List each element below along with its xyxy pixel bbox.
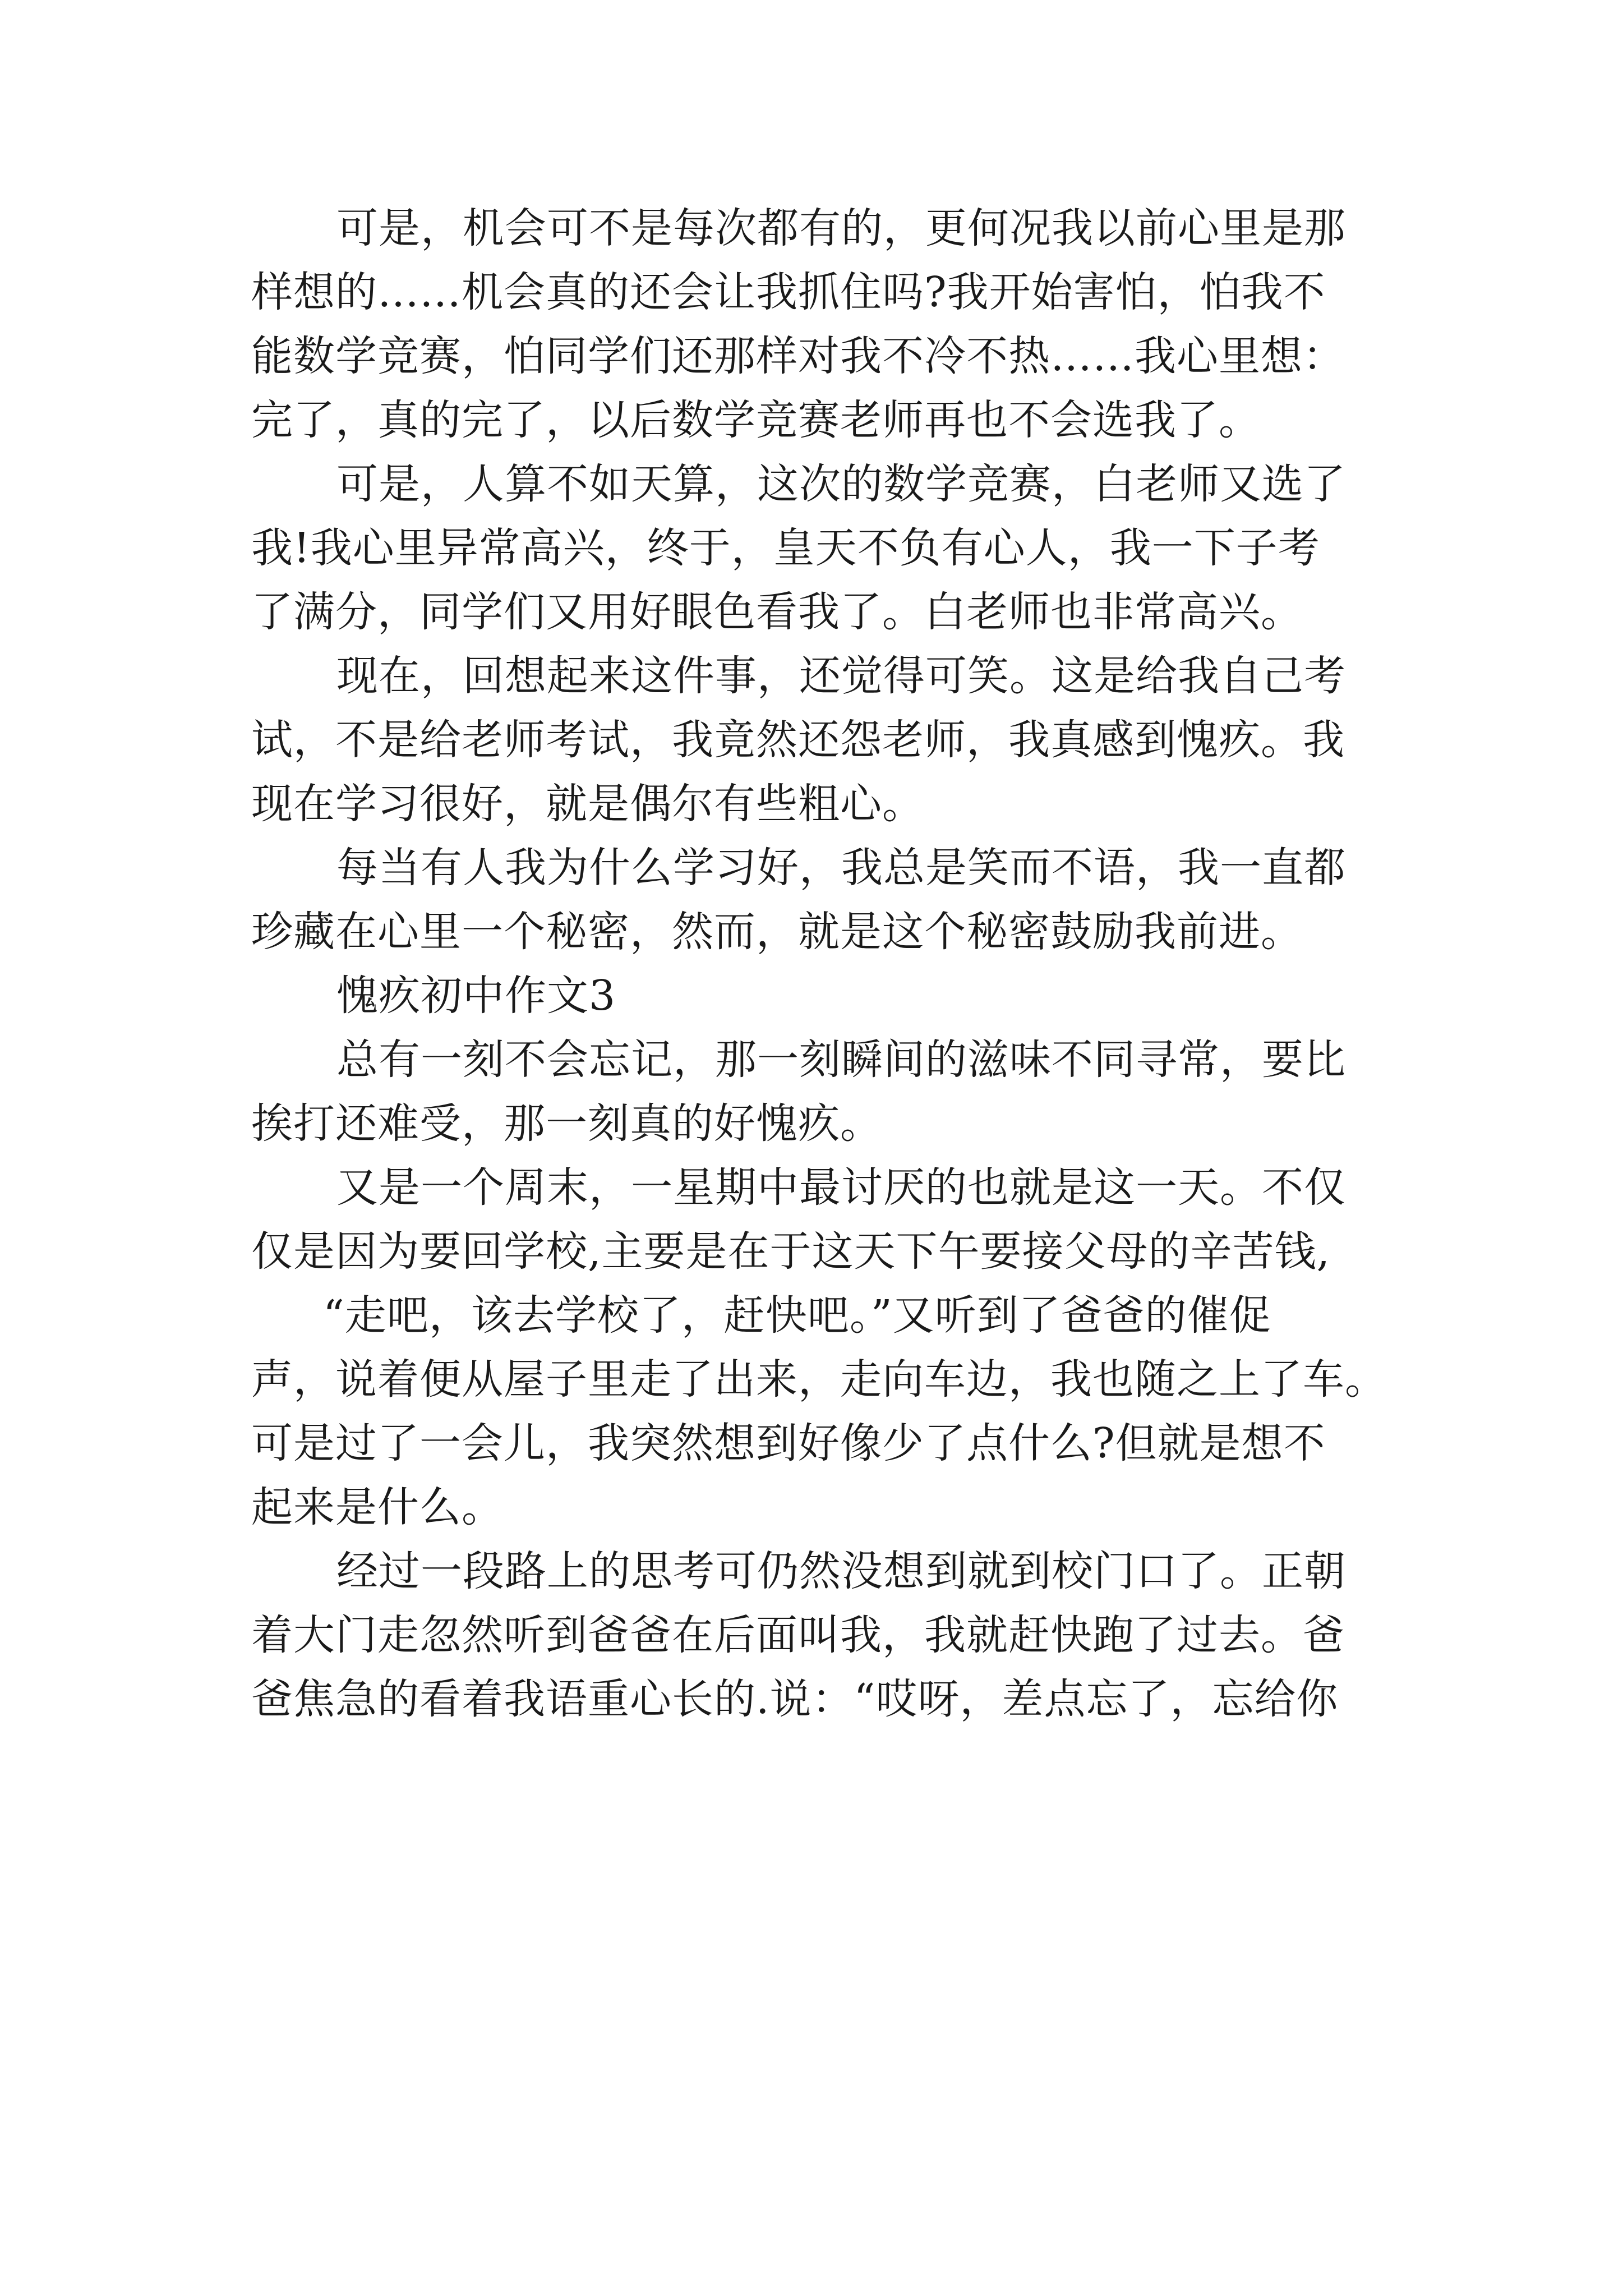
paragraph-line: 现在学习很好，就是偶尔有些粗心。 <box>251 780 924 828</box>
paragraph-line: 可是，机会可不是每次都有的，更何况我以前心里是那 <box>336 204 1346 252</box>
paragraph-line: 声，说着便从屋子里走了出来，走向车边，我也随之上了车。 <box>251 1355 1387 1404</box>
paragraph-line: 珍藏在心里一个秘密，然而，就是这个秘密鼓励我前进。 <box>251 908 1303 956</box>
paragraph-line: 可是，人算不如天算，这次的数学竞赛，白老师又选了 <box>336 460 1346 508</box>
paragraph-line: 每当有人我为什么学习好，我总是笑而不语，我一直都 <box>336 844 1346 892</box>
paragraph-line: 经过一段路上的思考可仍然没想到就到校门口了。正朝 <box>336 1547 1346 1595</box>
paragraph-line: “走吧，该去学校了，赶快吧。”又听到了爸爸的催促 <box>323 1291 1271 1340</box>
paragraph-line: 了满分，同学们又用好眼色看我了。白老师也非常高兴。 <box>251 588 1303 636</box>
paragraph-line: 能数学竞赛，怕同学们还那样对我不冷不热……我心里想： <box>251 332 1345 380</box>
paragraph-line: 总有一刻不会忘记，那一刻瞬间的滋味不同寻常，要比 <box>336 1036 1346 1084</box>
paragraph-line: 我!我心里异常高兴，终于，皇天不负有心人，我一下子考 <box>251 524 1320 572</box>
paragraph-line: 着大门走忽然听到爸爸在后面叫我，我就赶快跑了过去。爸 <box>251 1611 1345 1659</box>
paragraph-line: 爸焦急的看着我语重心长的.说：“哎呀，差点忘了，忘给你 <box>251 1675 1339 1723</box>
paragraph-line: 完了，真的完了，以后数学竞赛老师再也不会选我了。 <box>251 396 1261 444</box>
section-heading: 愧疚初中作文3 <box>336 972 616 1020</box>
paragraph-line: 起来是什么。 <box>251 1483 504 1531</box>
paragraph-line: 试，不是给老师考试，我竟然还怨老师，我真感到愧疚。我 <box>251 716 1345 764</box>
paragraph-line: 又是一个周末，一星期中最讨厌的也就是这一天。不仅 <box>336 1163 1346 1212</box>
article-body <box>251 196 1395 1731</box>
paragraph-line: 仅是因为要回学校,主要是在于这天下午要接父母的辛苦钱, <box>251 1227 1331 1276</box>
paragraph-line: 挨打还难受，那一刻真的好愧疚。 <box>251 1099 882 1148</box>
paragraph-line: 可是过了一会儿，我突然想到好像少了点什么?但就是想不 <box>251 1419 1326 1467</box>
paragraph-line: 样想的……机会真的还会让我抓住吗?我开始害怕，怕我不 <box>251 268 1326 316</box>
paragraph-line: 现在，回想起来这件事，还觉得可笑。这是给我自己考 <box>336 652 1346 700</box>
